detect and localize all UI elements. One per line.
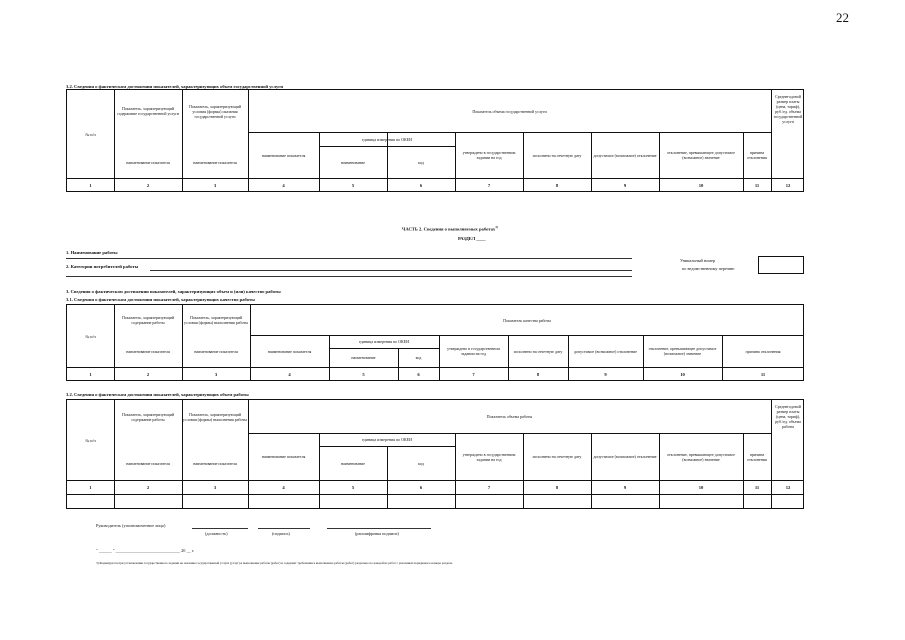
- table1: [66, 89, 804, 192]
- table1-title: 3.2. Сведения о фактическом достижении показателей, характеризующих объем государственной услуги: [66, 84, 283, 89]
- table3: [66, 399, 804, 509]
- t2-sub-approved: утверждено в государственном задании на год: [447, 346, 500, 356]
- t3-sub-allowed: допустимое (возможное) отклонение: [593, 454, 657, 459]
- t2-num: 10: [680, 371, 685, 377]
- t2-num: 4: [288, 371, 291, 377]
- t3-sub-name-ind: наименование показателя: [261, 454, 306, 459]
- t1-sub-unit: единица измерения по ОКЕИ: [362, 136, 412, 142]
- t3-num: 1: [89, 484, 92, 490]
- t1-num: 10: [698, 182, 704, 188]
- t3-sub-executed: исполнено на отчетную дату: [532, 454, 582, 459]
- t3-num: 8: [555, 484, 559, 490]
- t3-num: 11: [754, 484, 760, 490]
- t2-sub-deviation: отклонение, превышающее допустимое (возможное) значение: [648, 346, 717, 356]
- t2-sub-reason: причина отклонения: [745, 348, 781, 354]
- page-number: 22: [836, 10, 849, 25]
- t1-num: 12: [785, 182, 791, 188]
- t2-num: 7: [472, 371, 475, 377]
- t3-col-cond: Показатель, характеризующий условия (формы) выполнения работы: [183, 411, 247, 422]
- work-name-label: 1. Наименование работы: [66, 250, 118, 255]
- t2-col-quality: Показатель качества работы: [503, 317, 551, 323]
- signature-position: (должность): [205, 531, 228, 536]
- t1-num: 2: [146, 182, 150, 188]
- t3-col-char: Показатель, характеризующий содержание работы: [121, 411, 175, 422]
- t1-col-cond: Показатель, характеризующий условия (формы) оказания государственной услуги: [188, 103, 242, 119]
- t2-num: 5: [362, 371, 365, 377]
- part2-section: РАЗДЕЛ ____: [458, 236, 486, 241]
- t1-sub-unit-name: наименование: [340, 159, 366, 165]
- t1-num: 5: [351, 182, 355, 188]
- t2-num: 2: [146, 371, 150, 377]
- t1-num: 6: [419, 182, 423, 188]
- t3-num: 2: [146, 484, 150, 490]
- t2-num: 9: [604, 371, 607, 377]
- t3-sub-deviation: отклонение, превышающее допустимое (возможное) значение: [667, 451, 735, 462]
- t3-sub-unit-code: код: [418, 460, 424, 466]
- t3-sub-reason: причина отклонения: [747, 451, 767, 462]
- t3-num: 12: [785, 484, 791, 490]
- t3-sub-name-cond: наименование показателя: [193, 460, 237, 466]
- t1-col-idx: № п/п: [85, 131, 96, 137]
- t2-sub-name-ind: наименование показателя: [267, 348, 312, 354]
- t1-sub-name-ind: наименование показателя: [261, 152, 306, 158]
- t2-sub-unit-name: наименование: [351, 355, 376, 360]
- unique-number-box[interactable]: [758, 256, 804, 274]
- t2-sub-name-cond: наименование показателя: [194, 348, 238, 354]
- t1-num: 3: [213, 182, 217, 188]
- signature-label: Руководитель (уполномоченное лицо): [96, 523, 166, 528]
- t1-col-char: Показатель, характеризующий содержание государственной услуги: [116, 106, 180, 116]
- signature-date: " ______ " ______________________________ 20 __ г.: [96, 548, 195, 553]
- part2-title: ЧАСТЬ 2. Сведения о выполняемых работах$^{3)}$: [402, 225, 498, 232]
- t3-sub-unit-name: наименование: [340, 460, 366, 466]
- t1-num: 11: [754, 182, 760, 188]
- t2-num: 1: [89, 371, 92, 377]
- signature-sign: (подпись): [272, 531, 290, 536]
- t3-col-idx: № п/п: [85, 437, 96, 443]
- t1-col-vol: Показатель объема государственной услуги: [472, 108, 547, 114]
- t1-col-price: Среднегодовой размер платы (цена, тариф), руб./ед. объема государственной услуги: [773, 94, 803, 124]
- t1-sub-allowed: допустимое (возможное) отклонение: [593, 152, 657, 158]
- t1-num: 9: [623, 182, 627, 188]
- t2-num: 6: [417, 371, 420, 377]
- t3-num: 5: [351, 484, 355, 490]
- t2-num: 8: [536, 371, 540, 377]
- table3-title: 3.2. Сведения о фактическом достижении показателей, характеризующих объем работы: [66, 392, 249, 397]
- work-consumers-label: 2. Категории потребителей работы: [66, 264, 139, 269]
- t2-num: 3: [214, 371, 218, 377]
- unique-number-label-2: по ведомственному перечню: [682, 266, 735, 271]
- t1-sub-reason: причина отклонения: [747, 150, 767, 160]
- t1-sub-approved: утверждено в государственном задании на год: [462, 150, 516, 160]
- t2-col-cond: Показатель, характеризующий условия (формы) выполнения работы: [184, 315, 248, 325]
- t1-num: 7: [487, 182, 491, 188]
- table2: [66, 304, 804, 381]
- t1-num: 4: [282, 182, 285, 188]
- t2-sub-name-char: наименование показателя: [126, 348, 170, 354]
- t3-col-vol: Показатель объема работы: [486, 414, 533, 419]
- t3-num: 10: [698, 484, 704, 490]
- t2-sub-executed: исполнено на отчетную дату: [513, 348, 563, 354]
- t3-num: 4: [282, 484, 285, 490]
- t1-num: 8: [555, 182, 559, 188]
- unique-number-label: Уникальный номер: [680, 258, 716, 263]
- t3-num: 6: [419, 484, 423, 490]
- t1-sub-name-cond: наименование показателя: [193, 159, 237, 165]
- t1-sub-unit-code: код: [418, 159, 424, 165]
- t3-num: 9: [623, 484, 627, 490]
- t2-col-idx: № п/п: [85, 333, 96, 339]
- t3-num: 7: [487, 484, 491, 490]
- t2-sub-unit: единица измерения по ОКЕИ: [359, 339, 409, 344]
- table2-title: 3.1. Сведения о фактическом достижении показателей, характеризующих качество работы: [66, 297, 255, 302]
- t3-num: 3: [213, 484, 217, 490]
- t1-sub-deviation: отклонение, превышающее допустимое (возможное) значение: [667, 150, 735, 160]
- t3-sub-name-char: наименование показателя: [126, 460, 170, 466]
- t3-sub-approved: утверждено в государственном задании на год: [462, 451, 516, 462]
- t2-num: 11: [760, 371, 766, 377]
- t1-sub-name-char: наименование показателя: [126, 159, 170, 165]
- t1-sub-executed: исполнено на отчетную дату: [532, 152, 582, 158]
- part2-line3: 3. Сведения о фактическом достижении показателей, характеризующих объем и (или) качество работы: [66, 289, 281, 294]
- t2-sub-unit-code: код: [415, 355, 422, 360]
- t1-num: 1: [89, 182, 92, 188]
- signature-decode: (расшифровка подписи): [355, 531, 399, 536]
- t3-sub-unit: единица измерения по ОКЕИ: [362, 437, 412, 442]
- t2-sub-allowed: допустимое (возможное) отклонение: [573, 348, 637, 354]
- t2-col-char: Показатель, характеризующий содержание работы: [121, 315, 175, 325]
- t3-col-price: Среднегодовой размер платы (цена, тариф), руб./ед. объема работы: [775, 404, 801, 429]
- footnote: 3) Формируется при установлении государственного задания на оказание государственной услуги (услуг) и выполнение работы (работ) и содержит требования к выполнению работы (работ) раздельно по каждой из работ с указанием порядкового номера раздела.: [96, 561, 453, 565]
